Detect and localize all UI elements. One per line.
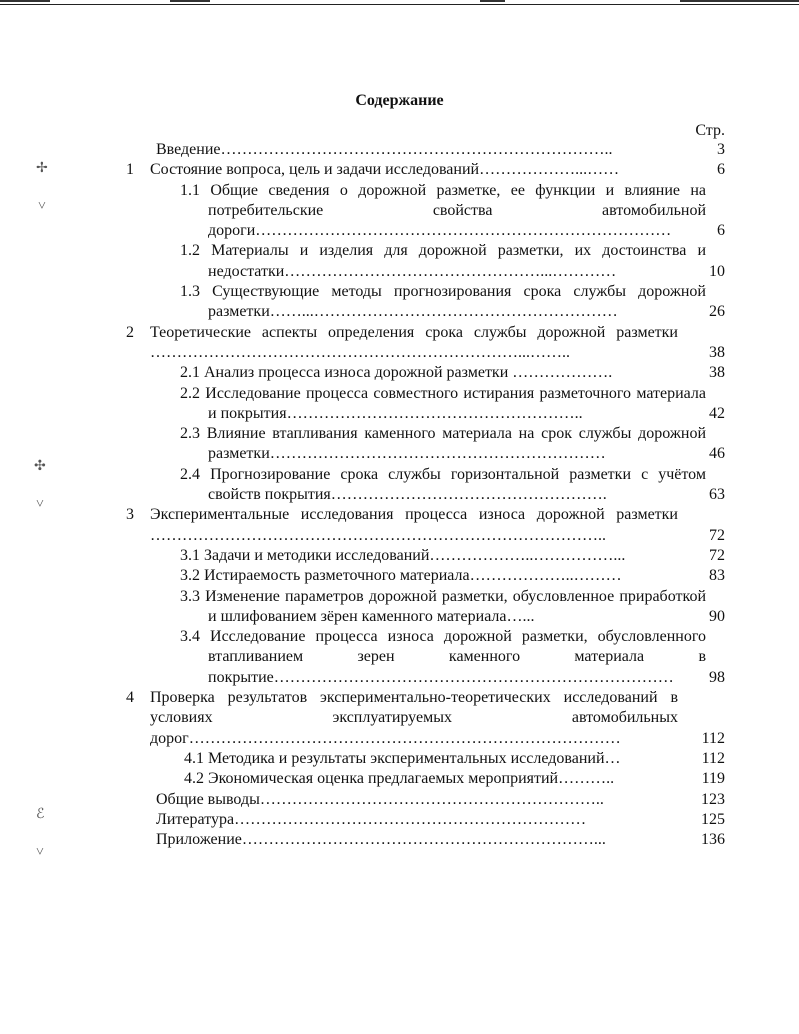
toc-entry-page: 38 — [709, 364, 725, 382]
toc-entry-section-4-2 — [0, 769, 799, 789]
scan-speck: ✢ — [36, 161, 48, 176]
toc-entry-text: 1.3 Существующие методы прогнозирования срока службы дорожной разметки……...………………………………………………… — [180, 283, 706, 321]
toc-entry-page: 63 — [709, 486, 725, 504]
toc-entry-chapter-4 — [0, 688, 799, 749]
toc-entry-number: 1 — [126, 161, 134, 179]
toc-entry-page: 10 — [709, 262, 725, 280]
toc-entry-text: Введение……………………………………………………………….. — [156, 141, 613, 158]
toc-entry-page: 125 — [701, 810, 725, 828]
toc-entry-page: 42 — [709, 404, 725, 422]
toc-entry-page: 136 — [701, 831, 725, 849]
toc-entry-text: 4.1 Методика и результаты экспериментальных исследований… — [184, 749, 621, 767]
toc-entry-chapter-2 — [0, 323, 799, 364]
scan-mark — [0, 0, 50, 2]
toc-entry-chapter-3 — [0, 505, 799, 546]
toc-entry-page: 83 — [709, 567, 725, 585]
toc-entry-references — [0, 807, 799, 830]
toc-entry-intro — [0, 140, 799, 160]
scan-speck: ✣ — [34, 459, 46, 474]
scan-speck: ˅ — [36, 497, 44, 512]
toc-entry-page: 46 — [709, 445, 725, 463]
scan-speck: ℰ — [36, 807, 45, 822]
toc-entry-page: 123 — [701, 790, 725, 808]
page-title: Содержание — [355, 92, 444, 109]
toc-entry-page: 98 — [709, 668, 725, 686]
toc-entry-text: 1.2 Материалы и изделия для дорожной разметки, их достоинства и недостатки…………………………………………...………… — [180, 242, 706, 280]
toc-entry-page: 38 — [709, 343, 725, 361]
toc-entry-section-2-2 — [0, 384, 799, 425]
toc-entry-page: 119 — [701, 770, 725, 788]
scan-speck: ˅ — [36, 845, 44, 860]
toc-entry-page: 6 — [717, 222, 725, 240]
toc-entry-appendix — [0, 830, 799, 850]
toc-entry-text: Экспериментальные исследования процесса износа дорожной разметки ………………………………………………………………………….. — [150, 506, 678, 544]
toc-entry-text: 1.1 Общие сведения о дорожной разметке, ее функции и влияние на потребительские свойства автомобильной дороги…………………………………………………………………… — [180, 181, 706, 240]
toc-entry-text: Теоретические аспекты определения срока службы дорожной разметки ……………………………………………………………...…….. — [150, 323, 678, 361]
toc-entry-section-3-1 — [0, 546, 799, 566]
scan-top-edge — [0, 0, 799, 5]
toc-entry-section-1-3 — [0, 282, 799, 323]
toc-entry-page: 112 — [701, 749, 725, 767]
page-column-label: Стр. — [695, 122, 725, 139]
table-of-contents — [0, 140, 799, 850]
toc-entry-text: 3.3 Изменение параметров дорожной разметки, обусловленное приработкой и шлифованием зёрен каменного материала…... — [180, 587, 706, 625]
toc-entry-section-2-3 — [0, 424, 799, 465]
toc-entry-text: Приложение…………………………………………………………... — [156, 831, 606, 849]
toc-entry-text: Проверка результатов экспериментально-теоретических исследований в условиях эксплуатируемых автомобильных дорог……………………………………………………………………… — [150, 689, 678, 747]
toc-entry-chapter-1 — [0, 160, 799, 180]
toc-entry-text: 3.1 Задачи и методики исследований………………..……………... — [180, 546, 626, 564]
toc-entry-number: 3 — [126, 506, 134, 524]
toc-entry-page: 3 — [717, 141, 725, 158]
toc-entry-text: 2.1 Анализ процесса износа дорожной разметки ………………. — [180, 364, 613, 382]
toc-entry-section-3-3 — [0, 587, 799, 628]
toc-entry-text: 2.3 Влияние втапливания каменного материала на срок службы дорожной разметки……………………………………………………… — [180, 425, 706, 463]
toc-entry-section-2-1 — [0, 363, 799, 383]
toc-entry-conclusions — [0, 790, 799, 810]
toc-entry-section-2-4 — [0, 465, 799, 506]
toc-entry-text: Общие выводы……………………………………………………….. — [156, 790, 604, 808]
toc-entry-section-4-1 — [0, 749, 799, 769]
toc-entry-text: Состояние вопроса, цель и задачи исследований………………...…… — [150, 161, 620, 179]
scan-mark — [680, 0, 799, 2]
toc-entry-text: 2.4 Прогнозирование срока службы горизонтальной разметки с учётом свойств покрытия……………………………………………. — [180, 465, 706, 504]
toc-entry-page: 90 — [709, 607, 725, 625]
toc-entry-section-1-2 — [0, 241, 799, 282]
toc-entry-text: 3.4 Исследование процесса износа дорожной разметки, обусловленного втапливанием зерен каменного материала в покрытие………………………………………………………………… — [180, 628, 706, 686]
toc-entry-number: 2 — [126, 323, 134, 341]
scan-speck: ˅ — [38, 199, 46, 214]
toc-entry-page: 6 — [717, 161, 725, 179]
toc-entry-text: 2.2 Исследование процесса совместного истирания разметочного материала и покрытия……………………………………………….. — [180, 384, 706, 422]
toc-entry-text: Литература………………………………………………………… — [156, 810, 587, 828]
toc-entry-text: 4.2 Экономическая оценка предлагаемых мероприятий……….. — [184, 770, 615, 788]
toc-entry-page: 72 — [709, 526, 725, 544]
toc-entry-page: 26 — [709, 303, 725, 321]
toc-entry-section-3-2 — [0, 566, 799, 586]
toc-entry-page: 72 — [709, 546, 725, 564]
toc-entry-section-3-4 — [0, 627, 799, 688]
toc-entry-text: 3.2 Истираемость разметочного материала………………..……… — [180, 567, 622, 585]
toc-entry-number: 4 — [126, 689, 134, 707]
toc-entry-section-1-1 — [0, 181, 799, 242]
toc-entry-page: 112 — [701, 729, 725, 747]
scan-mark — [170, 0, 210, 2]
scan-mark — [480, 0, 505, 2]
